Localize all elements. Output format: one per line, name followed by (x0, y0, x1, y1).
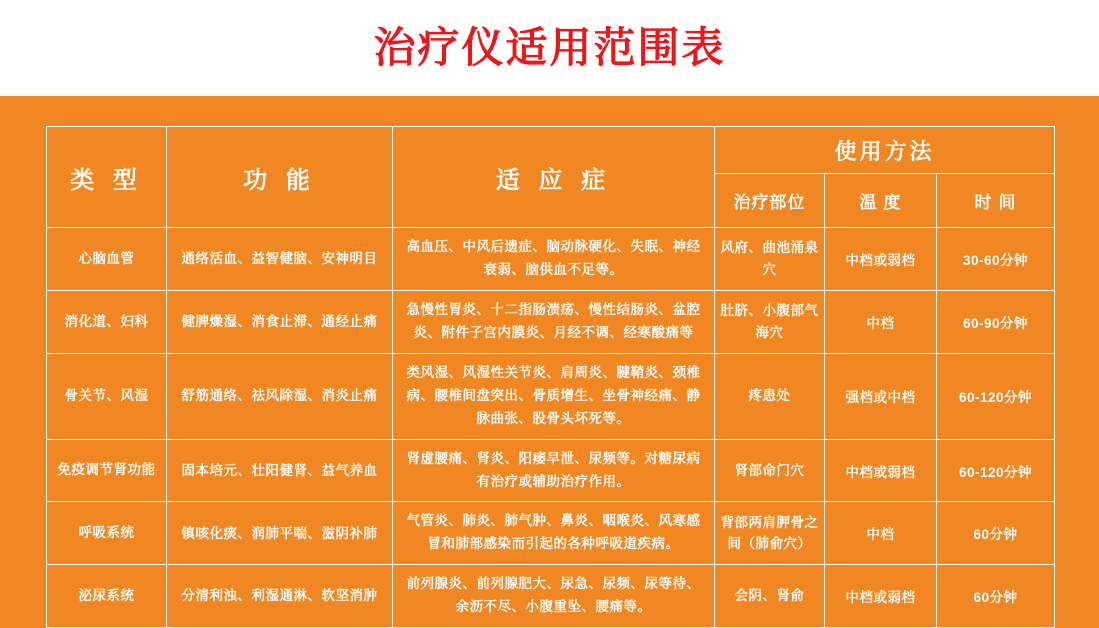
header-temperature: 温 度 (825, 174, 937, 228)
cell-indication: 急慢性胃炎、十二指肠溃疡、慢性结肠炎、盆腔炎、附件子宫内膜炎、月经不调、经寒酸痛等 (393, 290, 715, 353)
table-row (47, 565, 1055, 628)
table-row (47, 439, 1055, 502)
header-usage: 使用方法 (715, 127, 1055, 174)
cell-indication: 高血压、中风后遗症、脑动脉硬化、失眠、神经衰弱、脑供血不足等。 (393, 228, 715, 291)
cell-type: 心脑血管 (47, 228, 167, 291)
header-type: 类 型 (47, 127, 167, 228)
cell-time: 30-60分钟 (937, 228, 1055, 291)
table-row (47, 290, 1055, 353)
cell-type: 消化道、妇科 (47, 290, 167, 353)
cell-type: 呼吸系统 (47, 502, 167, 565)
cell-temperature: 中档或弱档 (825, 228, 937, 291)
orange-panel (0, 96, 1099, 628)
cell-time: 60-120分钟 (937, 353, 1055, 439)
cell-indication: 前列腺炎、前列腺肥大、尿急、尿频、尿等待、余沥不尽、小腹重坠、腰痛等。 (393, 565, 715, 628)
cell-function: 舒筋通络、祛风除湿、消炎止痛 (167, 353, 393, 439)
cell-temperature: 中档或弱档 (825, 565, 937, 628)
cell-temperature: 中档或弱档 (825, 439, 937, 502)
cell-time: 60分钟 (937, 502, 1055, 565)
table-header-row-1 (47, 127, 1055, 174)
cell-type: 泌尿系统 (47, 565, 167, 628)
header-time: 时 间 (937, 174, 1055, 228)
cell-function: 镇咳化痰、润肺平喘、滋阴补肺 (167, 502, 393, 565)
applicable-range-table (46, 126, 1055, 628)
cell-indication: 类风湿、风湿性关节炎、肩周炎、腱鞘炎、颈椎病、腰椎间盘突出、骨质增生、坐骨神经痛、静脉曲张、股骨头坏死等。 (393, 353, 715, 439)
page-title: 治疗仪适用范围表 (373, 24, 726, 71)
header-indication: 适 应 症 (393, 127, 715, 228)
table-row (47, 502, 1055, 565)
cell-part: 风府、曲池涌泉穴 (715, 228, 825, 291)
cell-temperature: 中档 (825, 290, 937, 353)
cell-part: 疼患处 (715, 353, 825, 439)
cell-function: 通络活血、益智健脑、安神明目 (167, 228, 393, 291)
cell-part: 会阴、肾俞 (715, 565, 825, 628)
table-row (47, 228, 1055, 291)
table-row (47, 353, 1055, 439)
header-function: 功 能 (167, 127, 393, 228)
cell-part: 肚脐、小腹部气海穴 (715, 290, 825, 353)
cell-part: 背部两肩胛骨之间（肺俞穴） (715, 502, 825, 565)
cell-temperature: 中档 (825, 502, 937, 565)
cell-function: 固本培元、壮阳健肾、益气养血 (167, 439, 393, 502)
cell-type: 免疫调节肾功能 (47, 439, 167, 502)
cell-part: 肾部命门穴 (715, 439, 825, 502)
cell-type: 骨关节、风湿 (47, 353, 167, 439)
cell-function: 健脾燥湿、消食止滞、通经止痛 (167, 290, 393, 353)
cell-temperature: 强档或中档 (825, 353, 937, 439)
cell-time: 60-90分钟 (937, 290, 1055, 353)
cell-time: 60分钟 (937, 565, 1055, 628)
cell-function: 分清利浊、利湿通淋、软坚消肿 (167, 565, 393, 628)
table-wrapper (46, 126, 1054, 628)
cell-indication: 肾虚腰痛、肾炎、阳痿早泄、尿频等。对糖尿病有治疗或辅助治疗作用。 (393, 439, 715, 502)
cell-time: 60-120分钟 (937, 439, 1055, 502)
cell-indication: 气管炎、肺炎、肺气肿、鼻炎、咽喉炎、风寒感冒和肺部感染而引起的各种呼吸道疾病。 (393, 502, 715, 565)
title-bar (0, 0, 1099, 96)
header-treatment-part: 治疗部位 (715, 174, 825, 228)
